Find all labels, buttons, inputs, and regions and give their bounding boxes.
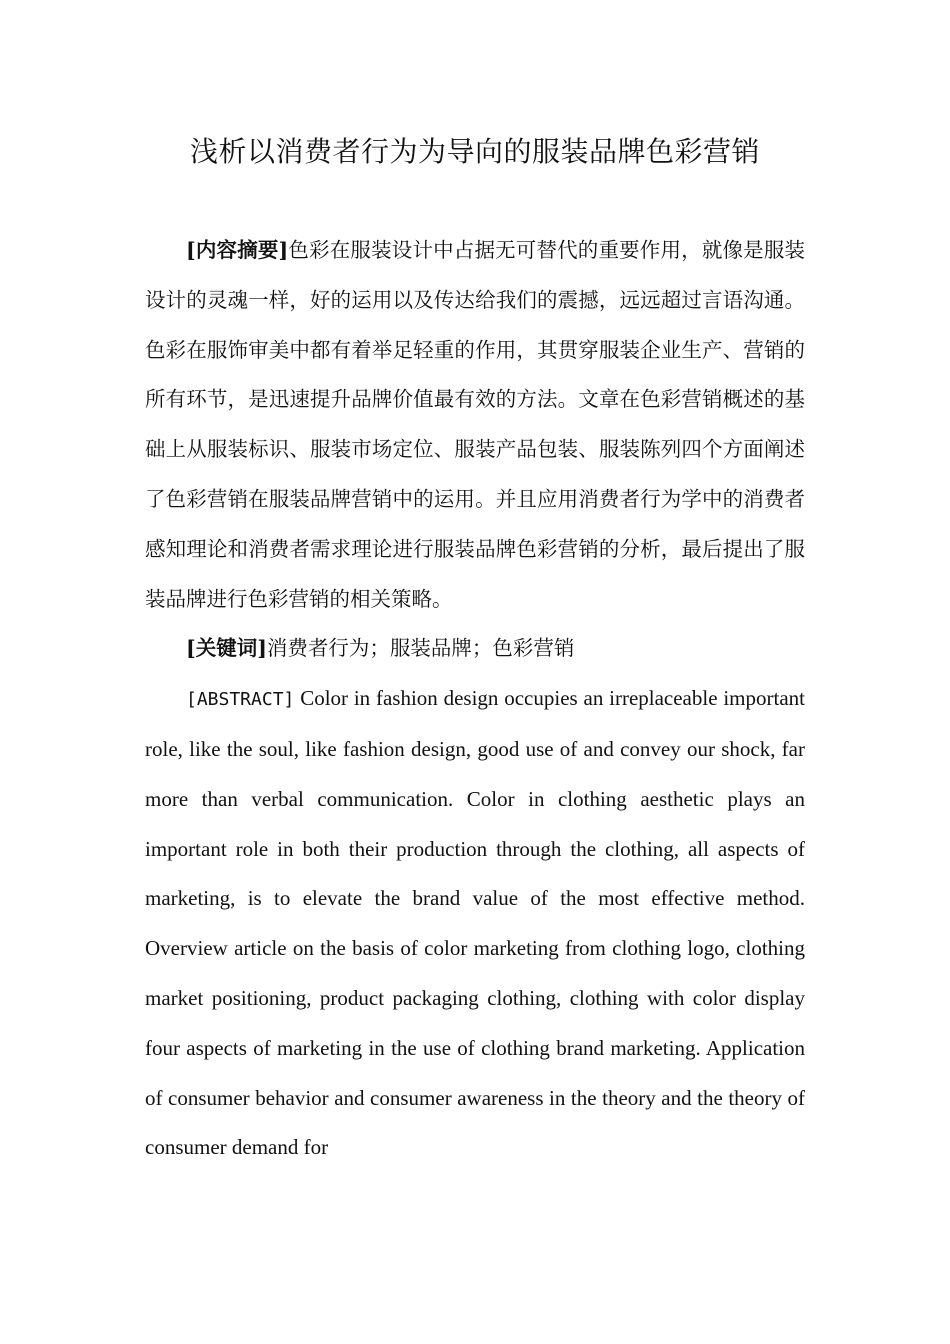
document-body <box>145 226 805 1173</box>
keywords-label: [关键词] <box>186 636 267 661</box>
abstract-cn-paragraph <box>145 226 805 624</box>
keywords-text: 消费者行为；服装品牌；色彩营销 <box>266 636 575 661</box>
abstract-cn-label: [内容摘要] <box>186 238 289 262</box>
abstract-en-text: Color in fashion design occupies an irreplaceable important role, like the soul, like fashion design, good use of and convey our shock, far more than verbal communication. Color in clothing aesthetic plays an important role in both their production through the clothing, all aspects of marketing, is to elevate the brand value of the most effective method. Overview article on the basis of color marketing from clothing logo, clothing market positioning, product packaging clothing, clothing with color display four aspects of marketing in the use of clothing brand marketing. Application of consumer behavior and consumer awareness in the theory and the theory of consumer demand for <box>145 686 805 1160</box>
abstract-en-paragraph <box>145 674 805 1173</box>
document-title: 浅析以消费者行为为导向的服装品牌色彩营销 <box>189 135 760 168</box>
keywords-paragraph <box>145 624 805 674</box>
abstract-en-label: [ABSTRACT] <box>186 689 295 711</box>
abstract-cn-text: 色彩在服装设计中占据无可替代的重要作用，就像是服装设计的灵魂一样，好的运用以及传达给我们的震撼，远远超过言语沟通。色彩在服饰审美中都有着举足轻重的作用，其贯穿服装企业生产、营销的所有环节，是迅速提升品牌价值最有效的方法。文章在色彩营销概述的基础上从服装标识、服装市场定位、服装产品包装、服装陈列四个方面阐述了色彩营销在服装品牌营销中的运用。并且应用消费者行为学中的消费者感知理论和消费者需求理论进行服装品牌色彩营销的分析，最后提出了服装品牌进行色彩营销的相关策略。 <box>145 238 805 611</box>
